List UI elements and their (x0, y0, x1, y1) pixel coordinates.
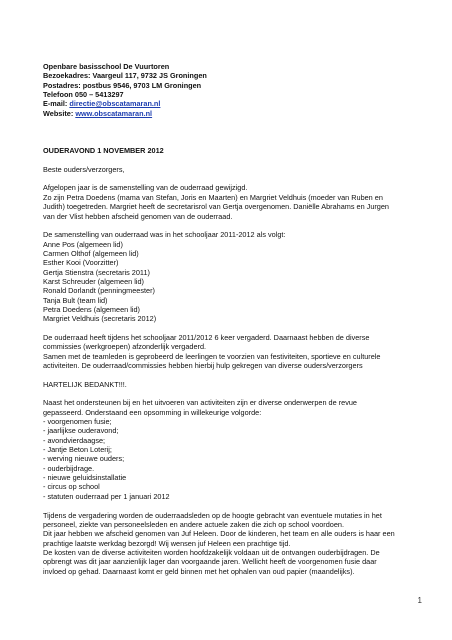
website-link[interactable]: www.obscatamaran.nl (75, 108, 153, 118)
list-item: Anne Pos (algemeen lid) (43, 239, 123, 249)
list-item: - nieuwe geluidsinstallatie (43, 473, 127, 483)
list-item: Tanja Bult (team lid) (43, 295, 108, 305)
composition-intro: De samenstelling van ouderraad was in het schooljaar 2011-2012 als volgt: (43, 230, 286, 240)
member-list (43, 240, 421, 324)
text-line: invloed op gehad. Daarnaast komt er geld binnen met het ophalen van oud papier (maandelijks). (43, 566, 355, 576)
closing-paragraph (43, 511, 421, 576)
page-number: 1 (417, 596, 422, 605)
list-item: - jaarlijkse ouderavond; (43, 426, 119, 436)
email-label: E-mail: (43, 99, 70, 109)
list-item: Karst Schreuder (algemeen lid) (43, 276, 144, 286)
school-name: Openbare basisschool De Vuurtoren (43, 62, 170, 71)
list-item: Esther Kooi (Voorzitter) (43, 258, 119, 268)
text-line: Samen met de teamleden is geprobeerd de leerlingen te voorzien van festiviteiten, sportieve en culturele (43, 351, 381, 361)
text-line: Tijdens de vergadering worden de ouderraadsleden op de hoogte gebracht van eventuele mutaties in het (43, 510, 382, 520)
text-line: Afgelopen jaar is de samenstelling van de ouderraad gewijzigd. (43, 183, 248, 193)
thanks-line: HARTELIJK BEDANKT!!!. (43, 379, 127, 389)
list-item: - voorgenomen fusie; (43, 417, 112, 427)
text-line: Dit jaar hebben we afscheid genomen van Juf Heleen. Door de kinderen, het team en alle ouders is haar een (43, 529, 395, 539)
text-line: De kosten van de diverse activiteiten worden hoofdzakelijk voldaan uit de ontvangen ouderbijdragen. De (43, 547, 380, 557)
salutation: Beste ouders/verzorgers, (43, 164, 125, 174)
intro-paragraph (43, 183, 421, 220)
text-line: Judith) toegetreden. Margriet heeft de secretarisrol van Gertja overgenomen. Daniëlle Abrahams en Jurgen (43, 202, 389, 212)
topic-list (43, 417, 421, 501)
activities-intro (43, 398, 421, 417)
text-line: De ouderraad heeft tijdens het schooljaar 2011/2012 6 keer vergaderd. Daarnaast hebben de diverse (43, 332, 370, 342)
text-line: opbrengt was dit jaar aanzienlijk lager dan voorgaande jaren. Wellicht heeft de voorgenomen fusie daar (43, 557, 377, 567)
text-line: Zo zijn Petra Doedens (mama van Stefan, Joris en Maarten) en Margriet Veldhuis (moeder van Ruben en (43, 192, 383, 202)
meetings-paragraph (43, 333, 421, 370)
list-item: Carmen Olthof (algemeen lid) (43, 248, 139, 258)
email-row (43, 99, 421, 108)
list-item: Ronald Dorlandt (penningmeester) (43, 286, 155, 296)
list-item: - avondvierdaagse; (43, 435, 106, 445)
website-row (43, 109, 421, 118)
school-header (43, 62, 421, 118)
list-item: Petra Doedens (algemeen lid) (43, 304, 140, 314)
text-line: prachtige laatste werkdag bezorgd! Wij wensen juf Heleen een prachtige tijd. (43, 538, 291, 548)
postal-address: Postadres: postbus 9546, 9703 LM Groningen (43, 80, 202, 90)
list-item: - statuten ouderraad per 1 januari 2012 (43, 491, 170, 501)
website-label: Website: (43, 108, 76, 118)
list-item: Gertja Stienstra (secretaris 2011) (43, 267, 150, 277)
document-body (43, 62, 421, 576)
document-title: OUDERAVOND 1 NOVEMBER 2012 (43, 146, 164, 156)
list-item: - ouderbijdrage. (43, 463, 95, 473)
text-line: van der Vlist hebben afscheid genomen van de ouderraad. (43, 211, 233, 221)
list-item: - Jantje Beton Loterij; (43, 445, 112, 455)
visit-address: Bezoekadres: Vaargeul 117, 9732 JS Groningen (43, 71, 207, 81)
phone-number: Telefoon 050 – 5413297 (43, 90, 124, 100)
text-line: Naast het ondersteunen bij en het uitvoeren van activiteiten zijn er diverse onderwerpen de revue (43, 398, 357, 408)
list-item: Margriet Veldhuis (secretaris 2012) (43, 314, 157, 324)
text-line: activiteiten. De ouderraad/commissies hebben hierbij hulp gekregen van diverse ouders/verzorgers (43, 361, 363, 370)
text-line: gepasseerd. Onderstaand een opsomming in willekeurige volgorde: (43, 407, 262, 417)
list-item: - werving nieuwe ouders; (43, 454, 125, 464)
text-line: personeel, ziekte van personeelsleden en andere actuele zaken die zich op school voordoen. (43, 519, 344, 529)
list-item: - circus op school (43, 482, 100, 492)
email-link[interactable]: directie@obscatamaran.nl (69, 99, 161, 109)
text-line: commissies (werkgroepen) afzonderlijk vergaderd. (43, 342, 207, 352)
